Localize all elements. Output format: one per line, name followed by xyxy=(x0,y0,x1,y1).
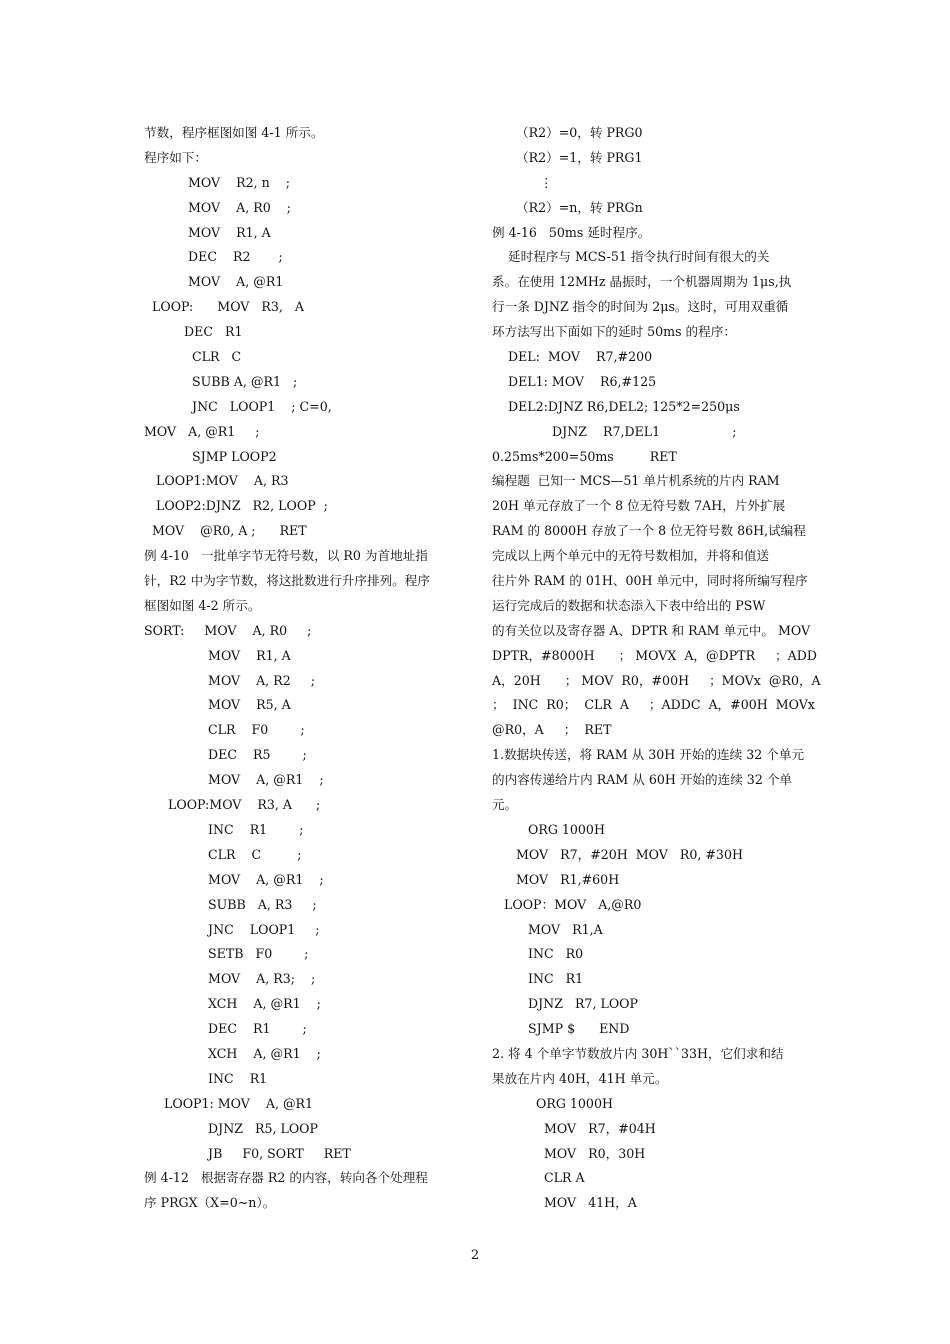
text-line: LOOP：MOV A,@R0 xyxy=(492,896,642,912)
text-line: JNC LOOP1 ; xyxy=(144,921,320,937)
text-line: MOV @R0, A ; RET xyxy=(144,523,307,539)
text-line: （R2）=n，转 PRGn xyxy=(492,199,643,215)
text-line: 框图如图 4-2 所示。 xyxy=(144,597,261,613)
text-line: SETB F0 ; xyxy=(144,946,309,962)
text-line: XCH A, @R1 ; xyxy=(144,996,321,1012)
text-line: INC R1 xyxy=(492,971,584,987)
text-line: ORG 1000H xyxy=(492,1095,613,1111)
text-line: 2. 将 4 个单字节数放片内 30H``33H，它们求和结 xyxy=(492,1045,784,1061)
text-line: 果放在片内 40H，41H 单元。 xyxy=(492,1070,668,1086)
right-column xyxy=(492,121,821,1216)
text-line: 延时程序与 MCS-51 指令执行时间有很大的关 xyxy=(492,249,770,265)
text-line: DPTR，#8000H ； MOVX A，@DPTR ；ADD xyxy=(492,647,817,663)
text-line: MOV R2, n ; xyxy=(144,174,291,190)
text-line: XCH A, @R1 ; xyxy=(144,1045,321,1061)
text-line: DEL: MOV R7,#200 xyxy=(492,349,653,365)
text-line: DEL2:DJNZ R6,DEL2; 125*2=250μs xyxy=(492,398,740,414)
text-line: LOOP2:DJNZ R2, LOOP ; xyxy=(144,498,328,514)
text-line: DEC R1 ; xyxy=(144,1021,307,1037)
text-line: ⋮ xyxy=(492,174,553,190)
text-line: 例 4-10 一批单字节无符号数，以 R0 为首地址指 xyxy=(144,548,428,564)
text-line: DJNZ R5, LOOP xyxy=(144,1120,318,1136)
text-line: LOOP1:MOV A, R3 xyxy=(144,473,289,489)
text-line: 往片外 RAM 的 01H、00H 单元中，同时将所编写程序 xyxy=(492,573,808,589)
text-line: DJNZ R7,DEL1 ; xyxy=(492,423,737,439)
text-line: ORG 1000H xyxy=(492,821,605,837)
text-line: MOV R7，#20H MOV R0, #30H xyxy=(492,846,743,862)
text-line: 程序如下： xyxy=(144,149,207,165)
text-line: MOV A, @R1 ; xyxy=(144,871,324,887)
text-line: CLR A xyxy=(492,1170,585,1186)
text-line: JNC LOOP1 ; C=0, xyxy=(144,398,332,414)
text-line: @R0，A ； RET xyxy=(492,722,612,738)
text-line: 的内容传递给片内 RAM 从 60H 开始的连续 32 个单 xyxy=(492,772,793,788)
text-line: MOV R0，30H xyxy=(492,1145,646,1161)
text-line: MOV 41H，A xyxy=(492,1195,637,1211)
text-line: RAM 的 8000H 存放了一个 8 位无符号数 86H,试编程 xyxy=(492,523,806,539)
text-line: LOOP1: MOV A, @R1 xyxy=(144,1095,314,1111)
text-line: 行一条 DJNZ 指令的时间为 2μs。这时，可用双重循 xyxy=(492,299,789,315)
text-line: MOV A, @R1 ; xyxy=(144,772,324,788)
text-line: ； INC R0； CLR A ；ADDC A，#00H MOVx xyxy=(492,697,815,713)
text-line: LOOP: MOV R3, A xyxy=(144,299,305,315)
text-line: （R2）=1，转 PRG1 xyxy=(492,149,643,165)
text-line: 环方法写出下面如下的延时 50ms 的程序： xyxy=(492,324,736,340)
text-line: SORT: MOV A, R0 ; xyxy=(144,622,312,638)
text-line: JB F0, SORT RET xyxy=(144,1145,351,1161)
text-line: MOV R1, A xyxy=(144,224,271,240)
text-line: A，20H ； MOV R0，#00H ；MOVx @R0，A xyxy=(492,672,821,688)
left-column xyxy=(144,121,462,1216)
text-line: 例 4-12 根据寄存器 R2 的内容，转向各个处理程 xyxy=(144,1170,428,1186)
text-line: MOV A, @R1 ; xyxy=(144,423,260,439)
text-line: SJMP LOOP2 xyxy=(144,448,277,464)
text-line: INC R1 ; xyxy=(144,821,304,837)
text-line: 20H 单元存放了一个 8 位无符号数 7AH，片外扩展 xyxy=(492,498,786,514)
text-line: CLR C xyxy=(144,349,242,365)
text-line: 例 4-16 50ms 延时程序。 xyxy=(492,224,651,240)
text-line: MOV R1,#60H xyxy=(492,871,620,887)
text-line: DEC R5 ; xyxy=(144,747,307,763)
text-line: 编程题 已知一 MCS—51 单片机系统的片内 RAM xyxy=(492,473,780,489)
text-line: DEC R2 ; xyxy=(144,249,283,265)
text-line: SJMP $ END xyxy=(492,1021,630,1037)
text-line: 序 PRGX（X=0~n）。 xyxy=(144,1195,276,1211)
text-line: MOV A, @R1 xyxy=(144,274,284,290)
text-line: DEC R1 xyxy=(144,324,243,340)
text-line: 运行完成后的数据和状态添入下表中给出的 PSW xyxy=(492,597,766,613)
text-line: 系。在使用 12MHz 晶振时，一个机器周期为 1μs,执 xyxy=(492,274,792,290)
text-line: MOV R5, A xyxy=(144,697,291,713)
text-line: CLR F0 ; xyxy=(144,722,305,738)
text-line: 0.25ms*200=50ms RET xyxy=(492,448,677,464)
text-line: DEL1: MOV R6,#125 xyxy=(492,373,657,389)
text-line: MOV A, R0 ; xyxy=(144,199,291,215)
text-line: 针，R2 中为字节数，将这批数进行升序排列。程序 xyxy=(144,573,430,589)
text-line: 1.数据块传送，将 RAM 从 30H 开始的连续 32 个单元 xyxy=(492,747,805,763)
text-line: 的有关位以及寄存器 A、DPTR 和 RAM 单元中。 MOV xyxy=(492,622,811,638)
text-line: INC R1 xyxy=(144,1070,268,1086)
text-line: MOV R1, A xyxy=(144,647,291,663)
text-line: SUBB A, R3 ; xyxy=(144,896,317,912)
text-line: MOV R7，#04H xyxy=(492,1120,656,1136)
text-line: MOV A, R2 ; xyxy=(144,672,316,688)
text-line: MOV A, R3; ; xyxy=(144,971,316,987)
text-line: 元。 xyxy=(492,797,518,813)
text-line: MOV R1,A xyxy=(492,921,603,937)
text-line: DJNZ R7, LOOP xyxy=(492,996,638,1012)
text-line: 完成以上两个单元中的无符号数相加，并将和值送 xyxy=(492,548,770,564)
text-line: （R2）=0，转 PRG0 xyxy=(492,125,643,140)
page-number: 2 xyxy=(470,1248,480,1263)
text-line: SUBB A, @R1 ; xyxy=(144,373,298,389)
text-line: INC R0 xyxy=(492,946,584,962)
text-line: 节数，程序框图如图 4-1 所示。 xyxy=(144,125,324,140)
text-line: LOOP:MOV R3, A ; xyxy=(144,797,321,813)
text-line: CLR C ; xyxy=(144,846,302,862)
